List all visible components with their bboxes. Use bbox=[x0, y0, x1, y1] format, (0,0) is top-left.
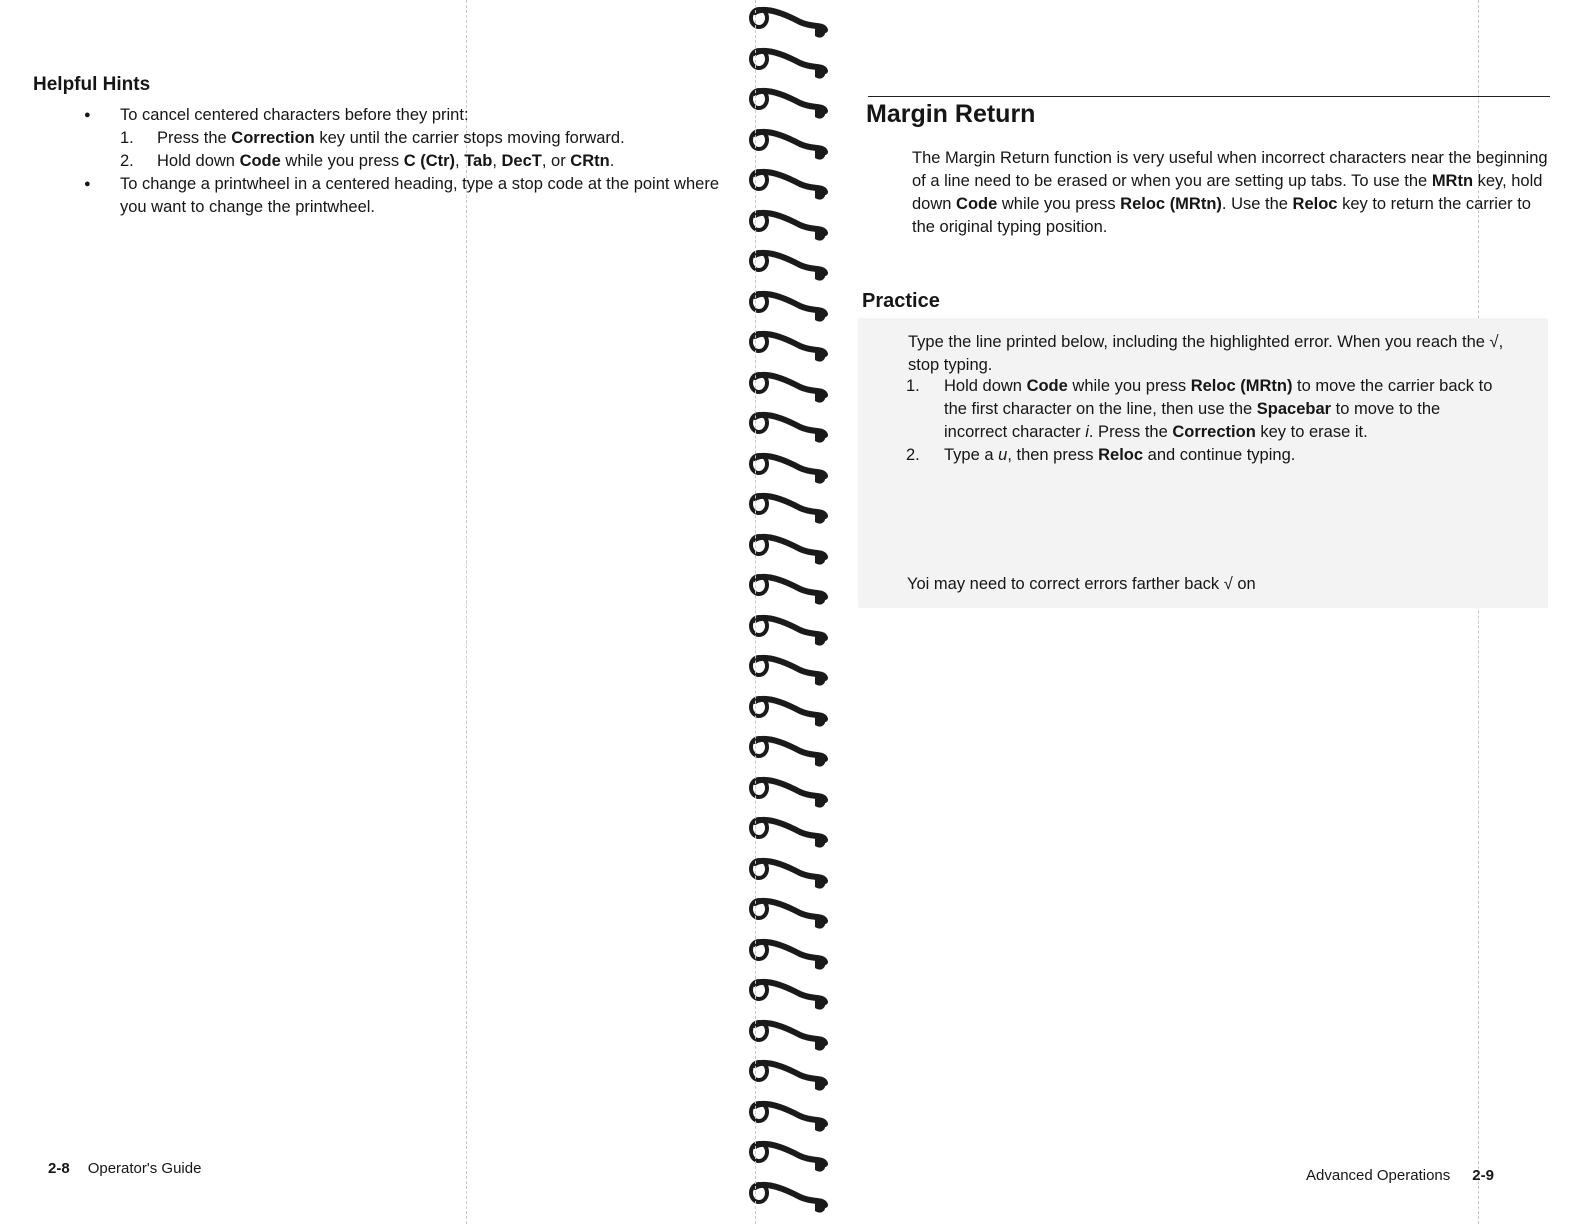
step-text: , bbox=[455, 152, 465, 170]
step-text: and continue typing. bbox=[1143, 446, 1296, 464]
binding-coil bbox=[745, 1055, 840, 1095]
binding-coil bbox=[745, 43, 840, 83]
binding-coil bbox=[745, 934, 840, 974]
key-correction: Correction bbox=[231, 129, 315, 147]
key-spacebar: Spacebar bbox=[1256, 400, 1332, 418]
key-reloc: Reloc bbox=[1292, 195, 1338, 213]
step-text: Type a bbox=[944, 446, 999, 464]
binding-coil bbox=[745, 1136, 840, 1176]
step-text: Hold down bbox=[157, 152, 240, 170]
binding-coil bbox=[745, 83, 840, 123]
step-text: while you press bbox=[1067, 377, 1191, 395]
key-reloc-mrtn: Reloc (MRtn) bbox=[1190, 377, 1293, 395]
section-rule bbox=[868, 96, 1550, 97]
binding-coil bbox=[745, 529, 840, 569]
step-text: . bbox=[609, 152, 615, 170]
practice-heading: Practice bbox=[862, 290, 940, 312]
footer-title: Operator's Guide bbox=[87, 1160, 202, 1177]
cancel-step-2 bbox=[120, 150, 724, 173]
incorrect-character: i bbox=[1085, 423, 1089, 441]
step-text: while you press bbox=[280, 152, 404, 170]
binding-coil bbox=[745, 1096, 840, 1136]
binding-coil bbox=[745, 691, 840, 731]
binding-coil bbox=[745, 2, 840, 42]
practice-steps bbox=[906, 375, 1496, 467]
key-crtn: CRtn bbox=[570, 152, 610, 170]
binding-coil bbox=[745, 731, 840, 771]
scan-guide-line bbox=[755, 0, 756, 1224]
binding-coil bbox=[745, 286, 840, 326]
binding-coil bbox=[745, 1015, 840, 1055]
binding-coil bbox=[745, 164, 840, 204]
hints-list bbox=[84, 104, 724, 219]
para-text: . Use the bbox=[1221, 195, 1293, 213]
key-code: Code bbox=[956, 195, 998, 213]
binding-coil bbox=[745, 124, 840, 164]
key-code: Code bbox=[239, 152, 281, 170]
step-text: Press the bbox=[157, 129, 232, 147]
cancel-step-1 bbox=[120, 127, 724, 150]
key-code: Code bbox=[1026, 377, 1068, 395]
binding-coil bbox=[745, 974, 840, 1014]
binding-coil bbox=[745, 1177, 840, 1217]
left-footer bbox=[48, 1160, 201, 1177]
binding-coil bbox=[745, 488, 840, 528]
hint-printwheel-text: To change a printwheel in a centered heading, type a stop code at the point where you want to change the printwheel. bbox=[120, 175, 719, 216]
step-text: key to erase it. bbox=[1255, 423, 1368, 441]
step-text: , then press bbox=[1007, 446, 1099, 464]
page-number: 2-8 bbox=[48, 1160, 70, 1177]
margin-return-paragraph bbox=[912, 147, 1552, 239]
cancel-steps bbox=[120, 127, 724, 173]
step-text: Hold down bbox=[944, 377, 1027, 395]
step-text: , or bbox=[541, 152, 571, 170]
hint-cancel-text: To cancel centered characters before they print: bbox=[120, 106, 469, 124]
practice-step-2 bbox=[906, 444, 1496, 467]
para-text: while you press bbox=[997, 195, 1121, 213]
spiral-binding bbox=[745, 0, 840, 1224]
practice-intro: Type the line printed below, including the highlighted error. When you reach the √, stop typing. bbox=[908, 333, 1504, 374]
binding-coil bbox=[745, 205, 840, 245]
binding-coil bbox=[745, 407, 840, 447]
key-dect: DecT bbox=[501, 152, 542, 170]
binding-coil bbox=[745, 853, 840, 893]
step-number: 1. bbox=[120, 129, 134, 147]
practice-step-1 bbox=[906, 375, 1496, 444]
step-text: . Press the bbox=[1088, 423, 1173, 441]
page-number: 2-9 bbox=[1472, 1167, 1494, 1184]
step-number: 1. bbox=[906, 377, 920, 395]
para-text: key to return the carrier to the original typing position. bbox=[912, 195, 1531, 236]
binding-coil bbox=[745, 610, 840, 650]
footer-title: Advanced Operations bbox=[1306, 1167, 1451, 1184]
key-reloc-mrtn: Reloc (MRtn) bbox=[1120, 195, 1222, 213]
para-text: The Margin Return function is very useful when incorrect characters near the beginning of a line need to be erased or when you are setting up tabs. To use the bbox=[912, 149, 1548, 190]
binding-coil bbox=[745, 367, 840, 407]
step-text: , bbox=[492, 152, 502, 170]
step-number: 2. bbox=[906, 446, 920, 464]
binding-coil bbox=[745, 569, 840, 609]
step-text: to move to the incorrect character bbox=[944, 400, 1441, 441]
binding-coil bbox=[745, 650, 840, 690]
step-text: key until the carrier stops moving forward. bbox=[314, 129, 625, 147]
hint-bullet-cancel bbox=[84, 104, 724, 173]
key-correction: Correction bbox=[1172, 423, 1256, 441]
left-page bbox=[0, 0, 745, 1224]
para-text: key, hold down bbox=[912, 172, 1543, 213]
binding-coil bbox=[745, 812, 840, 852]
binding-coil bbox=[745, 772, 840, 812]
binding-coil bbox=[745, 448, 840, 488]
right-footer bbox=[1306, 1167, 1494, 1184]
correct-character: u bbox=[998, 446, 1008, 464]
key-tab: Tab bbox=[464, 152, 493, 170]
binding-coil bbox=[745, 326, 840, 366]
binding-coil bbox=[745, 893, 840, 933]
practice-sample-line: Yoi may need to correct errors farther back √ on bbox=[907, 575, 1256, 593]
key-reloc: Reloc bbox=[1098, 446, 1144, 464]
right-page bbox=[840, 0, 1584, 1224]
binding-coil bbox=[745, 245, 840, 285]
key-ctr: C (Ctr) bbox=[403, 152, 456, 170]
step-number: 2. bbox=[120, 152, 134, 170]
hint-bullet-printwheel bbox=[84, 173, 724, 219]
key-mrtn: MRtn bbox=[1431, 172, 1474, 190]
helpful-hints-heading: Helpful Hints bbox=[33, 74, 151, 95]
margin-return-heading: Margin Return bbox=[866, 100, 1036, 128]
step-text: to move the carrier back to the first character on the line, then use the bbox=[944, 377, 1493, 418]
